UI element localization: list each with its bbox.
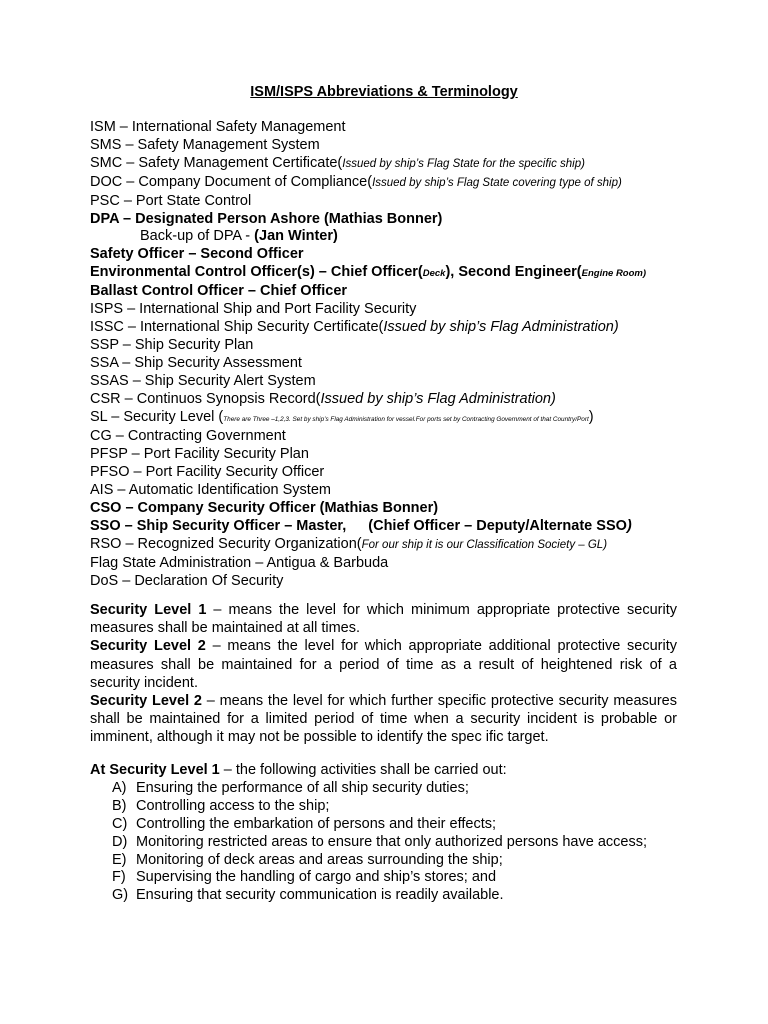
abbreviation-item: SSP – Ship Security Plan (90, 336, 254, 353)
abbreviation-item: SL – Security Level (There are Three –1,2,3. Set by ship’s Flag Administration for vessel.For ports set by Contracting Government of that Country/Port) (90, 408, 594, 425)
list-item: G) Ensuring that security communication is readily available. (112, 887, 504, 904)
abbreviation-item: SMC – Safety Management Certificate(Issued by ship’s Flag State for the specific ship) (90, 154, 585, 171)
abbreviation-item: SSAS – Ship Security Alert System (90, 372, 316, 389)
activities-heading: At Security Level 1 – the following activities shall be carried out: (90, 762, 507, 778)
abbreviation-item: ISSC – International Ship Security Certificate(Issued by ship’s Flag Administration) (90, 318, 619, 335)
abbreviation-item: ISPS – International Ship and Port Facility Security (90, 301, 417, 318)
abbreviation-item: DoS – Declaration Of Security (90, 572, 284, 589)
abbreviation-list (90, 119, 690, 591)
security-level-1-activities (90, 762, 690, 905)
abbreviation-item: SSO – Ship Security Officer – Master, (Chief Officer – Deputy/Alternate SSO) (90, 517, 632, 534)
abbreviation-item: Environmental Control Officer(s) – Chief Officer(Deck), Second Engineer(Engine Room) (90, 264, 647, 281)
abbreviation-item: CSO – Company Security Officer (Mathias Bonner) (90, 500, 439, 517)
abbreviation-item: Safety Officer – Second Officer (90, 246, 304, 263)
abbreviation-note: There are Three –1,2,3. Set by ship’s Flag Administration for vessel.For ports set by Contracting Government of that Country/Port (223, 415, 589, 423)
abbreviation-item: CSR – Continuos Synopsis Record(Issued by ship’s Flag Administration) (90, 390, 556, 407)
abbreviation-item: AIS – Automatic Identification System (90, 482, 331, 499)
list-item: F) Supervising the handling of cargo and ship’s stores; and (112, 869, 497, 886)
definition-paragraph: Security Level 2 – means the level for which further specific protective security measures shall be maintained for a limited period of time when a security incident is probable or imminent, although it may not be possible to identify the spec ific target. (90, 693, 677, 746)
abbreviation-note: Issued by ship’s Flag Administration) (383, 318, 619, 335)
definition-paragraph: Security Level 2 – means the level for which appropriate additional protective security measures shall be maintained for a period of time as a result of heightened risk of a security incident. (90, 638, 677, 691)
abbreviation-item: SMS – Safety Management System (90, 136, 320, 153)
list-item: C) Controlling the embarkation of persons and their effects; (112, 815, 497, 832)
list-item: B) Controlling access to the ship; (112, 797, 330, 814)
abbreviation-note: Issued by ship’s Flag State covering type of ship) (372, 176, 622, 189)
list-item: A) Ensuring the performance of all ship security duties; (112, 779, 469, 796)
abbreviation-item: SSA – Ship Security Assessment (90, 354, 302, 371)
abbreviation-item: DPA – Designated Person Ashore (Mathias Bonner) (90, 210, 443, 227)
abbreviation-item: PFSO – Port Facility Security Officer (90, 464, 325, 481)
security-level-definitions (90, 601, 677, 747)
definition-paragraph: Security Level 1 – means the level for which minimum appropriate protective security measures shall be maintained at all times. (90, 602, 678, 637)
abbreviation-item: Back-up of DPA - (Jan Winter) (140, 228, 338, 245)
list-item: E) Monitoring of deck areas and areas surrounding the ship; (112, 851, 503, 868)
abbreviation-note: For our ship it is our Classification Society – GL) (361, 538, 608, 551)
abbreviation-item: Flag State Administration – Antigua & Barbuda (90, 554, 389, 571)
abbreviation-item: Ballast Control Officer – Chief Officer (90, 283, 348, 300)
abbreviation-item: PSC – Port State Control (90, 192, 252, 209)
abbreviation-note: Issued by ship’s Flag State for the specific ship) (342, 157, 585, 170)
abbreviation-item: ISM – International Safety Management (90, 119, 346, 135)
abbreviation-item: DOC – Company Document of Compliance(Issued by ship’s Flag State covering type of ship) (90, 173, 622, 190)
list-item: D) Monitoring restricted areas to ensure that only authorized persons have access; (112, 833, 647, 850)
document-title: ISM/ISPS Abbreviations & Terminology (250, 84, 518, 100)
abbreviation-note: Issued by ship’s Flag Administration) (320, 390, 556, 407)
abbreviation-item: RSO – Recognized Security Organization(For our ship it is our Classification Society – GL) (90, 535, 608, 552)
abbreviation-item: PFSP – Port Facility Security Plan (90, 446, 309, 463)
abbreviation-item: CG – Contracting Government (90, 428, 286, 445)
